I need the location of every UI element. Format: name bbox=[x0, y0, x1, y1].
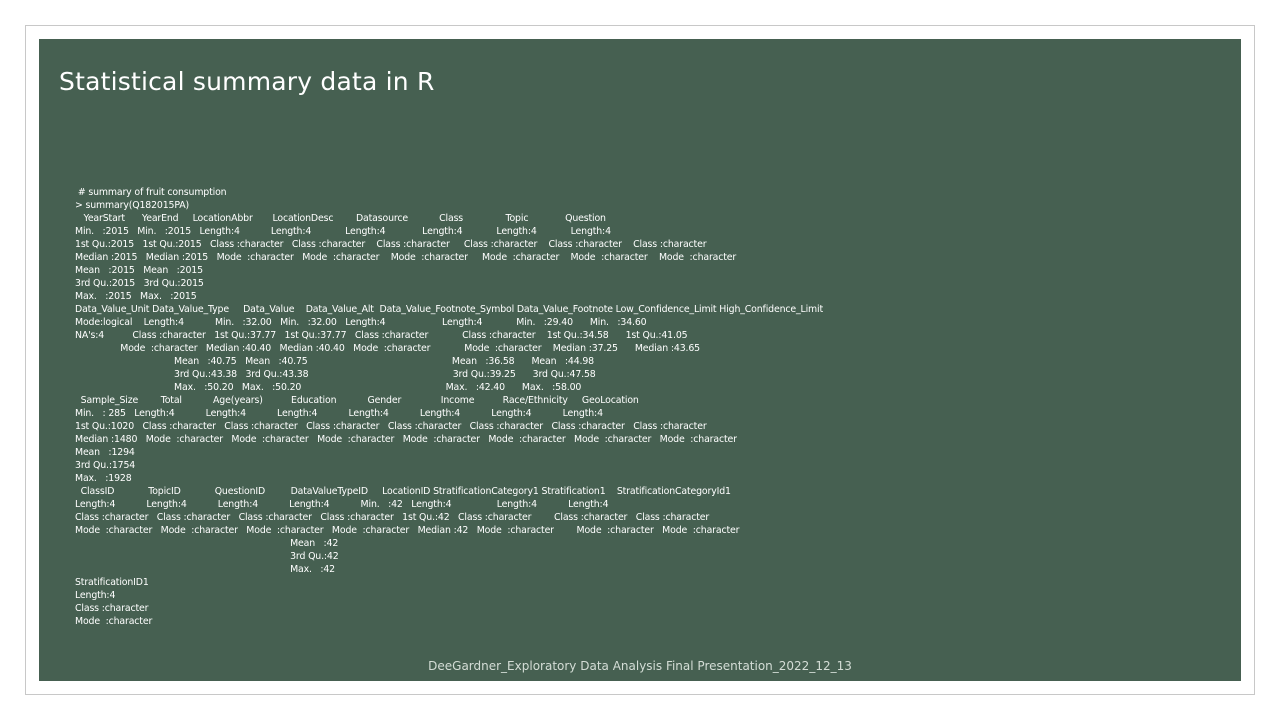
console-line: Mode :character bbox=[75, 616, 153, 627]
console-line: 3rd Qu.:1754 bbox=[75, 460, 136, 471]
console-line: # summary of fruit consumption bbox=[75, 187, 227, 198]
console-line: Length:4 Length:4 Length:4 Length:4 Min. :42 Length:4 Length:4 Length:4 bbox=[75, 499, 609, 510]
console-line: YearStart YearEnd LocationAbbr LocationDesc Datasource Class Topic Question bbox=[75, 213, 606, 224]
console-line: Max. :50.20 Max. :50.20 Max. :42.40 Max. :58.00 bbox=[75, 382, 582, 393]
console-line: Max. :2015 Max. :2015 bbox=[75, 291, 197, 302]
console-line: Max. :1928 bbox=[75, 473, 132, 484]
console-line: ClassID TopicID QuestionID DataValueTypeID LocationID StratificationCategory1 Stratification1 StratificationCategoryId1 bbox=[75, 486, 731, 497]
console-line: Data_Value_Unit Data_Value_Type Data_Value Data_Value_Alt Data_Value_Footnote_Symbol Data_Value_Footnote Low_Confidence_Limit High_Confidence_Limit bbox=[75, 304, 824, 315]
console-line: Mode :character Mode :character Mode :character Mode :character Median :42 Mode :character Mode :character Mode :character bbox=[75, 525, 740, 536]
console-line: Mean :40.75 Mean :40.75 Mean :36.58 Mean :44.98 bbox=[75, 356, 594, 367]
console-line: Mode:logical Length:4 Min. :32.00 Min. :32.00 Length:4 Length:4 Min. :29.40 Min. :34.60 bbox=[75, 317, 647, 328]
console-line: Median :1480 Mode :character Mode :character Mode :character Mode :character Mode :character Mode :character Mode :character bbox=[75, 434, 737, 445]
slide bbox=[39, 39, 1241, 681]
console-line: Median :2015 Median :2015 Mode :character Mode :character Mode :character Mode :character Mode :character Mode :character bbox=[75, 252, 737, 263]
console-line: Max. :42 bbox=[75, 564, 335, 575]
console-line: 3rd Qu.:42 bbox=[75, 551, 339, 562]
console-line: Sample_Size Total Age(years) Education Gender Income Race/Ethnicity GeoLocation bbox=[75, 395, 639, 406]
console-line: Mean :1294 bbox=[75, 447, 135, 458]
console-line: > summary(Q182015PA) bbox=[75, 200, 190, 211]
console-line: Mean :42 bbox=[75, 538, 339, 549]
slide-footer: DeeGardner_Exploratory Data Analysis Final Presentation_2022_12_13 bbox=[428, 659, 852, 673]
console-line: Min. : 285 Length:4 Length:4 Length:4 Length:4 Length:4 Length:4 Length:4 bbox=[75, 408, 603, 419]
console-line: NA's:4 Class :character 1st Qu.:37.77 1st Qu.:37.77 Class :character Class :character 1st Qu.:34.58 1st Qu.:41.05 bbox=[75, 330, 688, 341]
console-line: 1st Qu.:2015 1st Qu.:2015 Class :character Class :character Class :character Class :character Class :character Class :character bbox=[75, 239, 707, 250]
console-line: Class :character bbox=[75, 603, 149, 614]
console-line: Mode :character Median :40.40 Median :40.40 Mode :character Mode :character Median :37.25 Median :43.65 bbox=[75, 343, 700, 354]
console-line: 3rd Qu.:2015 3rd Qu.:2015 bbox=[75, 278, 204, 289]
console-line: StratificationID1 bbox=[75, 577, 149, 588]
console-line: Class :character Class :character Class :character Class :character 1st Qu.:42 Class :character Class :character Class :character bbox=[75, 512, 710, 523]
console-line: Min. :2015 Min. :2015 Length:4 Length:4 Length:4 Length:4 Length:4 Length:4 bbox=[75, 226, 611, 237]
console-line: Mean :2015 Mean :2015 bbox=[75, 265, 203, 276]
slide-title: Statistical summary data in R bbox=[59, 67, 435, 96]
console-line: 1st Qu.:1020 Class :character Class :character Class :character Class :character Class :character Class :character Class :character bbox=[75, 421, 707, 432]
console-line: 3rd Qu.:43.38 3rd Qu.:43.38 3rd Qu.:39.25 3rd Qu.:47.58 bbox=[75, 369, 596, 380]
console-line: Length:4 bbox=[75, 590, 116, 601]
